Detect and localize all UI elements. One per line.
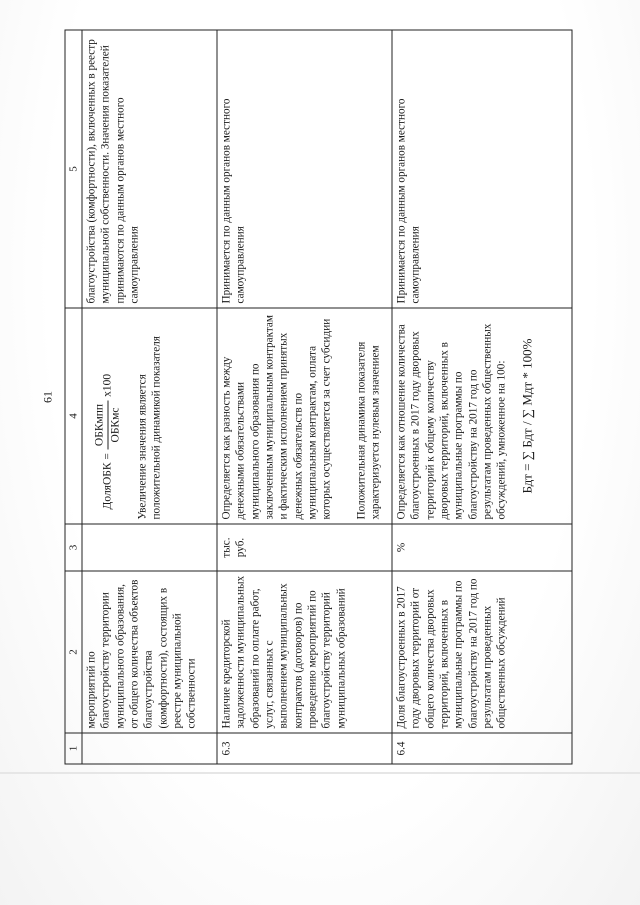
formula-suffix: x100 [101,373,114,397]
page-number: 61 [40,391,55,403]
indicator-name: Доля благоустроенных в 2017 году дворовых территорий от общего количества дворовых территорий, включенных в муниципальные программы по благоустройству на 2017 год по результатам проведенных общественных обсуждений [392,571,572,733]
data-source: Принимается по данным органов местного самоуправления [217,30,392,308]
row-number: 6.4 [392,733,572,764]
scan-edge [0,772,640,774]
method-text: Определяется как отношение количества благоустроенных в 2017 году дворовых территорий к общему количеству дворовых территорий, включенных в муниципальные программы по благоустройству на 2017 год по результатам проведенных общественных обсуждений, умноженное на 100: [395,323,508,520]
sum-formula: Бдт = ∑ Бдт / ∑ Мдт * 100% [519,338,535,494]
header-col-5: 5 [65,30,82,308]
method-text: Определяется как разность между денежными обязательствами муниципального образования по заключенным муниципальным контрактам и фактическим исполнением принятых денежных обязательств по муниципальным контрактам, оплата которых осуществляется за счет субсидии [220,315,333,520]
document-page [40,30,589,765]
table-row [392,30,572,764]
header-col-3: 3 [65,524,82,571]
data-source: Принимается по данным органов местного самоуправления [392,30,572,308]
calculation-method [82,308,217,524]
row-number: 6.3 [217,733,392,764]
indicator-name: мероприятий по благоустройству территории муниципального образования, от общего количества объектов благоустройства (комфортности), состоящих в реестре муниципальной собственности [82,571,217,733]
table-row [82,30,217,764]
method-note: Положительная динамика показателя характеризуется нулевым значением [355,341,382,520]
table-row [217,30,392,764]
formula-lhs: ДоляОБК = [101,453,114,510]
table-header-row [65,30,82,764]
calculation-method [217,308,392,524]
indicator-unit [82,524,217,571]
formula-numerator: ОБКмпп [93,401,109,449]
indicator-unit: тыс. руб. [217,524,392,571]
row-number [82,733,217,764]
formula-fraction [93,401,123,449]
indicators-table [65,30,573,765]
rotated-page-stage [40,30,588,765]
indicator-name: Наличие кредиторской задолженности муниципальных образований по оплате работ, услуг, связанных с выполнением муниципальных контрактов (договоров) по проведению мероприятий по благоустройству территорий муниципальных образований [217,571,392,733]
spacer [334,313,354,520]
calculation-method [392,308,572,524]
method-text: Увеличение значения является положительной динамикой показателя [136,336,163,520]
indicator-unit: % [392,524,572,571]
data-source: благоустройства (комфортности), включенных в реестр муниципальной собственности. Значения показателей принимаются по данным органов местного самоуправления [82,30,217,308]
share-formula [93,313,123,510]
header-col-4: 4 [65,308,82,524]
formula-denominator: ОБКмс [109,407,122,443]
header-col-2: 2 [65,571,82,733]
header-col-1: 1 [65,733,82,764]
